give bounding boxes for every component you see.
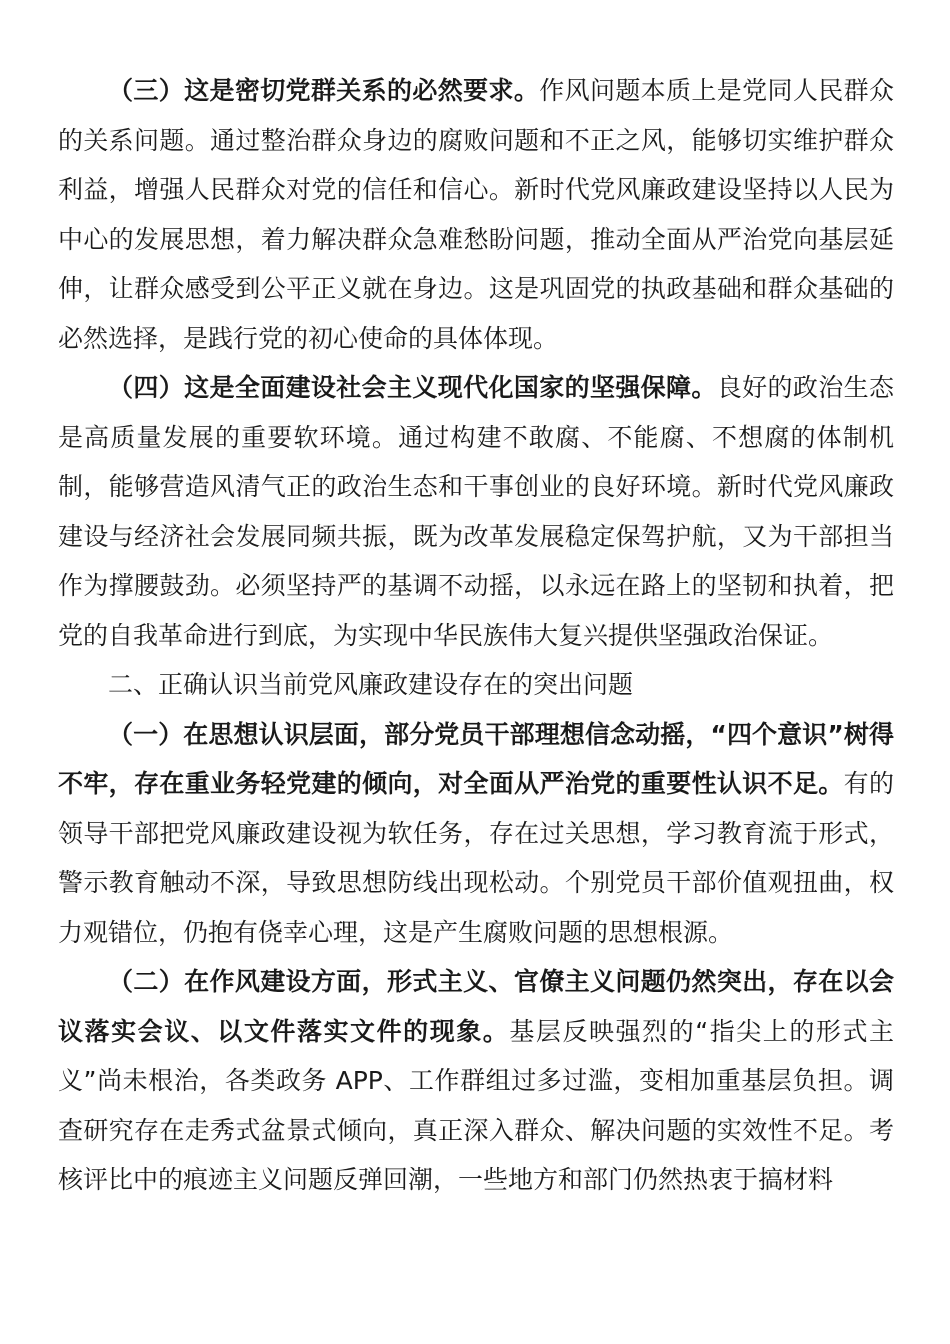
paragraph-4-lead: （四）这是全面建设社会主义现代化国家的坚强保障。 [108,373,717,402]
paragraph-3 [58,66,894,363]
paragraph-3-body: 作风问题本质上是党同人民群众的关系问题。通过整治群众身边的腐败问题和不正之风，能够切实维护群众利益，增强人民群众对党的信任和信心。新时代党风廉政建设坚持以人民为中心的发展思想，着力解决群众急难愁盼问题，推动全面从严治党向基层延伸，让群众感受到公平正义就在身边。这是巩固党的执政基础和群众基础的必然选择，是践行党的初心使命的具体体现。 [58,76,894,353]
section-paragraph-2-lead: （二）在作风建设方面，形式主义、官僚主义问题仍然突出，存在以会议落实会议、以文件落实文件的现象。 [58,967,894,1046]
paragraph-4-body: 良好的政治生态是高质量发展的重要软环境。通过构建不敢腐、不能腐、不想腐的体制机制，能够营造风清气正的政治生态和干事创业的良好环境。新时代党风廉政建设与经济社会发展同频共振，既为改革发展稳定保驾护航，又为干部担当作为撑腰鼓劲。必须坚持严的基调不动摇，以永远在路上的坚韧和执着，把党的自我革命进行到底，为实现中华民族伟大复兴提供坚强政治保证。 [58,373,894,650]
section-paragraph-1 [58,710,894,958]
section-paragraph-1-lead: （一）在思想认识层面，部分党员干部理想信念动摇，“四个意识”树得不牢，存在重业务轻党建的倾向，对全面从严治党的重要性认识不足。 [58,719,894,798]
paragraph-4 [58,363,894,660]
section-paragraph-2 [58,957,894,1205]
paragraph-3-lead: （三）这是密切党群关系的必然要求。 [108,76,540,105]
section-paragraph-2-body: 基层反映强烈的“指尖上的形式主义”尚未根治，各类政务 APP、工作群组过多过滥，变相加重基层负担。调查研究存在走秀式盆景式倾向，真正深入群众、解决问题的实效性不足。考核评比中的痕迹主义问题反弹回潮，一些地方和部门仍然热衷于搞材料 [58,1016,894,1194]
section-heading: 二、正确认识当前党风廉政建设存在的突出问题 [108,670,634,699]
document-page [58,66,894,1205]
section-paragraph-1-body: 有的领导干部把党风廉政建设视为软任务，存在过关思想，学习教育流于形式，警示教育触动不深，导致思想防线出现松动。个别党员干部价值观扭曲，权力观错位，仍抱有侥幸心理，这是产生腐败问题的思想根源。 [58,769,894,947]
